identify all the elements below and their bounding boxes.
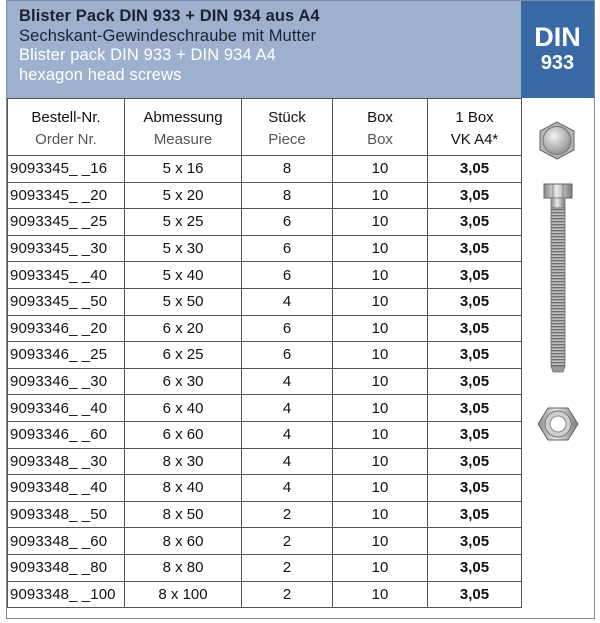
- price-cell: 3,05: [428, 342, 522, 369]
- din-badge: [521, 1, 594, 98]
- table-row: [8, 182, 522, 209]
- price-cell: 3,05: [428, 262, 522, 289]
- box-count-cell: 10: [333, 209, 428, 236]
- measure-cell: 8 x 80: [125, 554, 242, 581]
- price-cell: 3,05: [428, 475, 522, 502]
- din-badge-label: DIN: [534, 22, 581, 52]
- box-count-cell: 10: [333, 262, 428, 289]
- din-badge-number: 933: [540, 52, 575, 74]
- order-number-cell: 9093346_ _40: [8, 395, 125, 422]
- box-count-cell: 10: [333, 554, 428, 581]
- table-row: [8, 235, 522, 262]
- measure-cell: 6 x 30: [125, 368, 242, 395]
- price-cell: 3,05: [428, 368, 522, 395]
- table-row: [8, 395, 522, 422]
- price-cell: 3,05: [428, 528, 522, 555]
- piece-count-cell: 8: [242, 156, 333, 183]
- price-cell: 3,05: [428, 421, 522, 448]
- price-cell: 3,05: [428, 288, 522, 315]
- table-header-row: [8, 99, 522, 156]
- column-header-measure: Abmessung Measure: [125, 99, 242, 156]
- piece-count-cell: 2: [242, 581, 333, 608]
- box-count-cell: 10: [333, 235, 428, 262]
- measure-cell: 8 x 30: [125, 448, 242, 475]
- hex-bolt-side-icon: [544, 184, 572, 372]
- piece-count-cell: 8: [242, 182, 333, 209]
- order-number-cell: 9093348_ _100: [8, 581, 125, 608]
- piece-count-cell: 4: [242, 475, 333, 502]
- box-count-cell: 10: [333, 581, 428, 608]
- column-header-order: Bestell-Nr. Order Nr.: [8, 99, 125, 156]
- price-cell: 3,05: [428, 581, 522, 608]
- column-header-price: 1 Box VK A4*: [428, 99, 522, 156]
- table-row: [8, 581, 522, 608]
- price-cell: 3,05: [428, 182, 522, 209]
- table-row: [8, 448, 522, 475]
- measure-cell: 5 x 30: [125, 235, 242, 262]
- order-number-cell: 9093346_ _20: [8, 315, 125, 342]
- box-count-cell: 10: [333, 448, 428, 475]
- measure-cell: 5 x 16: [125, 156, 242, 183]
- subtitle-en: hexagon head screws: [19, 65, 182, 84]
- piece-count-cell: 6: [242, 235, 333, 262]
- measure-cell: 5 x 25: [125, 209, 242, 236]
- price-cell: 3,05: [428, 554, 522, 581]
- price-cell: 3,05: [428, 235, 522, 262]
- box-count-cell: 10: [333, 528, 428, 555]
- table-row: [8, 315, 522, 342]
- column-header-piece: Stück Piece: [242, 99, 333, 156]
- piece-count-cell: 4: [242, 288, 333, 315]
- box-count-cell: 10: [333, 288, 428, 315]
- box-count-cell: 10: [333, 395, 428, 422]
- order-number-cell: 9093346_ _30: [8, 368, 125, 395]
- title-band: [7, 1, 521, 98]
- table-row: [8, 528, 522, 555]
- order-number-cell: 9093348_ _40: [8, 475, 125, 502]
- price-cell: 3,05: [428, 395, 522, 422]
- illustration-column: [521, 98, 594, 618]
- table-row: [8, 475, 522, 502]
- title-en: Blister pack DIN 933 + DIN 934 A4: [19, 46, 276, 64]
- piece-count-cell: 4: [242, 368, 333, 395]
- piece-count-cell: 6: [242, 315, 333, 342]
- order-number-cell: 9093345_ _16: [8, 156, 125, 183]
- measure-cell: 8 x 40: [125, 475, 242, 502]
- table-row: [8, 368, 522, 395]
- price-cell: 3,05: [428, 156, 522, 183]
- order-number-cell: 9093348_ _30: [8, 448, 125, 475]
- box-count-cell: 10: [333, 421, 428, 448]
- column-header-box: Box Box: [333, 99, 428, 156]
- piece-count-cell: 4: [242, 395, 333, 422]
- measure-cell: 6 x 25: [125, 342, 242, 369]
- order-number-cell: 9093348_ _50: [8, 501, 125, 528]
- measure-cell: 6 x 60: [125, 421, 242, 448]
- price-cell: 3,05: [428, 501, 522, 528]
- box-count-cell: 10: [333, 315, 428, 342]
- measure-cell: 5 x 40: [125, 262, 242, 289]
- order-number-cell: 9093345_ _30: [8, 235, 125, 262]
- piece-count-cell: 4: [242, 448, 333, 475]
- order-number-cell: 9093345_ _50: [8, 288, 125, 315]
- piece-count-cell: 2: [242, 501, 333, 528]
- box-count-cell: 10: [333, 342, 428, 369]
- table-row: [8, 209, 522, 236]
- product-sheet: [6, 0, 595, 619]
- measure-cell: 5 x 20: [125, 182, 242, 209]
- table-row: [8, 156, 522, 183]
- measure-cell: 8 x 50: [125, 501, 242, 528]
- box-count-cell: 10: [333, 475, 428, 502]
- piece-count-cell: 6: [242, 262, 333, 289]
- table-row: [8, 262, 522, 289]
- order-number-cell: 9093346_ _60: [8, 421, 125, 448]
- measure-cell: 6 x 20: [125, 315, 242, 342]
- hex-bolt-head-top-icon: [540, 122, 574, 159]
- subtitle-de: Sechskant-Gewindeschraube mit Mutter: [19, 26, 317, 45]
- box-count-cell: 10: [333, 182, 428, 209]
- order-number-cell: 9093345_ _20: [8, 182, 125, 209]
- measure-cell: 6 x 40: [125, 395, 242, 422]
- hex-nut-icon: [538, 408, 578, 440]
- table-row: [8, 342, 522, 369]
- price-cell: 3,05: [428, 315, 522, 342]
- price-cell: 3,05: [428, 448, 522, 475]
- piece-count-cell: 2: [242, 528, 333, 555]
- table-row: [8, 288, 522, 315]
- piece-count-cell: 6: [242, 209, 333, 236]
- measure-cell: 5 x 50: [125, 288, 242, 315]
- measure-cell: 8 x 60: [125, 528, 242, 555]
- product-table: [7, 98, 522, 608]
- table-row: [8, 421, 522, 448]
- order-number-cell: 9093348_ _60: [8, 528, 125, 555]
- measure-cell: 8 x 100: [125, 581, 242, 608]
- piece-count-cell: 6: [242, 342, 333, 369]
- box-count-cell: 10: [333, 368, 428, 395]
- order-number-cell: 9093346_ _25: [8, 342, 125, 369]
- title-de: Blister Pack DIN 933 + DIN 934 aus A4: [19, 7, 320, 25]
- box-count-cell: 10: [333, 156, 428, 183]
- order-number-cell: 9093348_ _80: [8, 554, 125, 581]
- table-row: [8, 501, 522, 528]
- price-cell: 3,05: [428, 209, 522, 236]
- order-number-cell: 9093345_ _25: [8, 209, 125, 236]
- illustration-canvas: [521, 98, 594, 618]
- piece-count-cell: 2: [242, 554, 333, 581]
- table-body: [8, 156, 522, 608]
- box-count-cell: 10: [333, 501, 428, 528]
- table-row: [8, 554, 522, 581]
- piece-count-cell: 4: [242, 421, 333, 448]
- order-number-cell: 9093345_ _40: [8, 262, 125, 289]
